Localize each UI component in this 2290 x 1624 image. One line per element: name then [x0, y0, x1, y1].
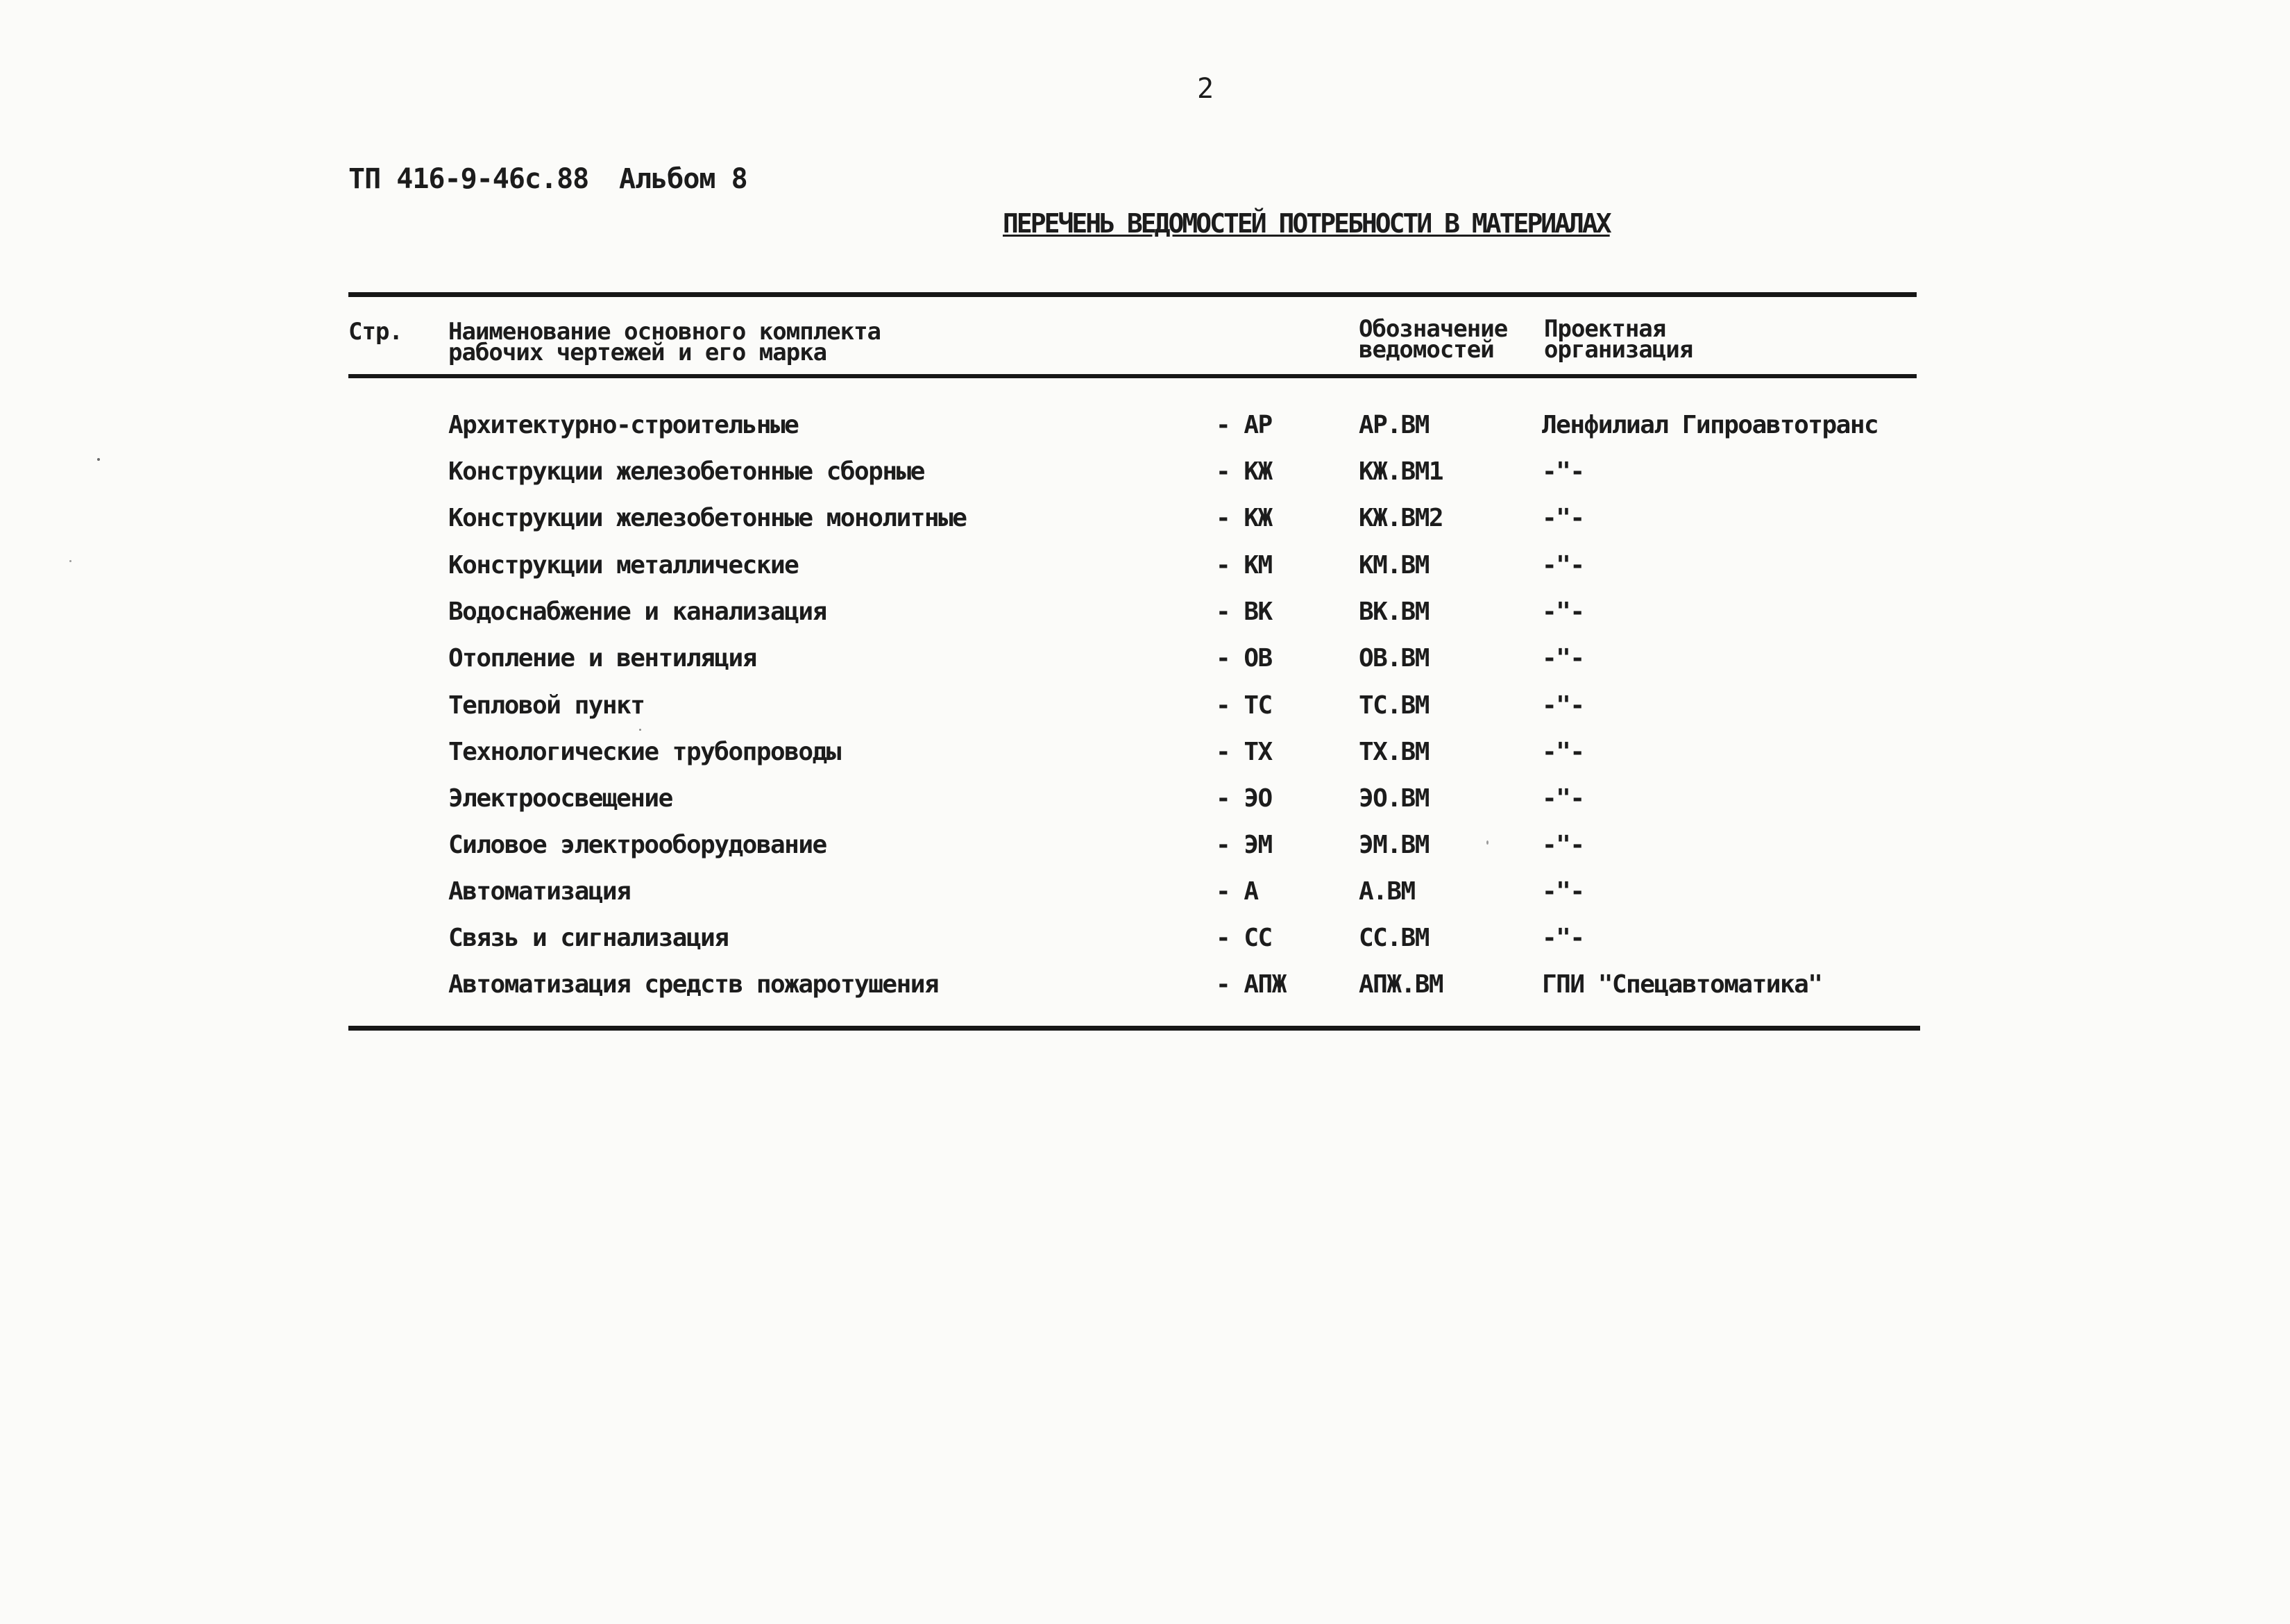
- row-organization: -"-: [1542, 551, 1584, 580]
- table-row: [0, 827, 2290, 864]
- table-row: [0, 780, 2290, 818]
- row-designation: ОВ.ВМ: [1359, 644, 1429, 673]
- row-name: Автоматизация средств пожаротушения: [448, 970, 939, 999]
- row-organization: Ленфилиал Гипроавтотранс: [1542, 411, 1878, 439]
- row-name: Силовое электрооборудование: [448, 831, 826, 859]
- column-header-name: [448, 318, 881, 366]
- row-organization: ГПИ "Спецавтоматика": [1542, 970, 1822, 999]
- row-designation: ЭО.ВМ: [1359, 784, 1429, 813]
- row-name: Архитектурно-строительные: [448, 411, 799, 439]
- row-organization: -"-: [1542, 784, 1584, 813]
- row-name: Связь и сигнализация: [448, 924, 729, 952]
- table-row: [0, 407, 2290, 444]
- row-organization: -"-: [1542, 504, 1584, 532]
- column-header-page: [348, 318, 402, 346]
- row-organization: -"-: [1542, 598, 1584, 626]
- row-organization: -"-: [1542, 831, 1584, 859]
- column-header-name-line2: рабочих чертежей и его марка: [448, 339, 827, 366]
- page-title: ПЕРЕЧЕНЬ ВЕДОМОСТЕЙ ПОТРЕБНОСТИ В МАТЕРИАЛАХ: [1003, 208, 1610, 239]
- row-organization: -"-: [1542, 877, 1584, 906]
- row-designation: ВК.ВМ: [1359, 598, 1429, 626]
- column-header-page-label: Стр.: [348, 318, 402, 346]
- row-mark: - А: [1216, 877, 1258, 906]
- table-row: [0, 593, 2290, 631]
- column-header-designation-line1: Обозначение: [1359, 315, 1508, 343]
- row-designation: АР.ВМ: [1359, 411, 1429, 439]
- table-row: [0, 500, 2290, 537]
- table-row: [0, 873, 2290, 911]
- row-organization: -"-: [1542, 738, 1584, 766]
- row-name: Технологические трубопроводы: [448, 738, 840, 766]
- scan-speck: [639, 729, 641, 731]
- table-top-rule: [348, 292, 1917, 297]
- scan-speck: [1486, 840, 1488, 845]
- row-mark: - ТС: [1216, 691, 1272, 720]
- row-designation: АПЖ.ВМ: [1359, 970, 1443, 999]
- column-header-organization: [1544, 315, 1693, 364]
- row-mark: - СС: [1216, 924, 1272, 952]
- row-mark: - АР: [1216, 411, 1272, 439]
- table-bottom-rule: [348, 1026, 1920, 1031]
- row-name: Электроосвещение: [448, 784, 672, 813]
- row-mark: - ОВ: [1216, 644, 1272, 673]
- row-organization: -"-: [1542, 924, 1584, 952]
- row-designation: КЖ.ВМ2: [1359, 504, 1443, 532]
- scan-speck: [97, 458, 100, 461]
- row-designation: КЖ.ВМ1: [1359, 457, 1443, 486]
- row-designation: А.ВМ: [1359, 877, 1415, 906]
- row-mark: - КМ: [1216, 551, 1272, 580]
- row-organization: -"-: [1542, 644, 1584, 673]
- table-row: [0, 966, 2290, 1004]
- column-header-designation-line2: ведомостей: [1359, 336, 1494, 364]
- row-organization: -"-: [1542, 457, 1584, 486]
- row-name: Отопление и вентиляция: [448, 644, 756, 673]
- row-name: Конструкции железобетонные монолитные: [448, 504, 967, 532]
- table-row: [0, 687, 2290, 725]
- row-designation: КМ.ВМ: [1359, 551, 1429, 580]
- table-row: [0, 453, 2290, 491]
- row-mark: - ЭМ: [1216, 831, 1272, 859]
- album-label: Альбом 8: [619, 163, 747, 195]
- row-mark: - ТХ: [1216, 738, 1272, 766]
- row-mark: - ВК: [1216, 598, 1272, 626]
- column-header-organization-line1: Проектная: [1544, 315, 1666, 343]
- table-header-rule: [348, 374, 1917, 378]
- column-header-name-line1: Наименование основного комплекта: [448, 318, 881, 346]
- scan-speck: [69, 560, 71, 562]
- row-mark: - КЖ: [1216, 504, 1272, 532]
- row-designation: ТС.ВМ: [1359, 691, 1429, 720]
- table-row: [0, 547, 2290, 584]
- row-name: Конструкции железобетонные сборные: [448, 457, 924, 486]
- table-row: [0, 640, 2290, 677]
- row-name: Конструкции металлические: [448, 551, 799, 580]
- table-row: [0, 734, 2290, 771]
- table-row: [0, 920, 2290, 957]
- row-name: Водоснабжение и канализация: [448, 598, 826, 626]
- page-number: 2: [1197, 73, 1214, 105]
- column-header-organization-line2: организация: [1544, 336, 1693, 364]
- row-designation: СС.ВМ: [1359, 924, 1429, 952]
- row-name: Тепловой пункт: [448, 691, 645, 720]
- row-designation: ЭМ.ВМ: [1359, 831, 1429, 859]
- row-mark: - ЭО: [1216, 784, 1272, 813]
- row-name: Автоматизация: [448, 877, 631, 906]
- column-header-designation: [1359, 315, 1508, 364]
- row-mark: - КЖ: [1216, 457, 1272, 486]
- document-code: ТП 416-9-46с.88: [348, 163, 589, 195]
- row-mark: - АПЖ: [1216, 970, 1286, 999]
- row-designation: ТХ.ВМ: [1359, 738, 1429, 766]
- row-organization: -"-: [1542, 691, 1584, 720]
